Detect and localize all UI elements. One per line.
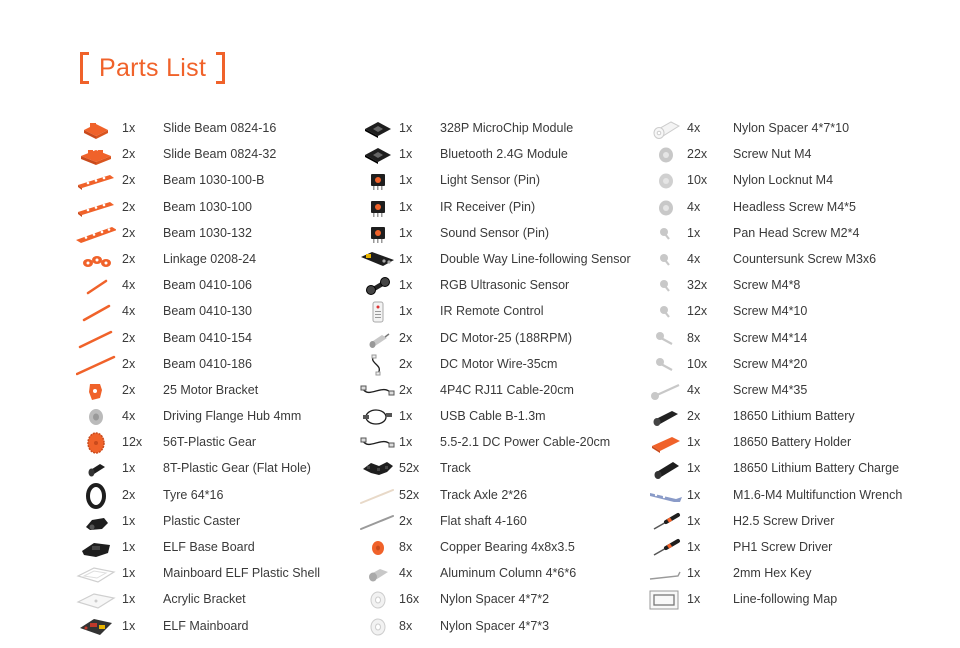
shaft-icon — [358, 509, 398, 535]
part-quantity: 1x — [399, 251, 413, 266]
spacer-icon — [358, 614, 398, 640]
part-quantity: 1x — [687, 592, 701, 607]
part-name: Beam 1030-100-B — [163, 173, 265, 188]
part-name: Track Axle 2*26 — [440, 487, 528, 502]
part-quantity: 1x — [687, 487, 701, 502]
part-name: 18650 Lithium Battery Charge — [733, 461, 900, 476]
part-quantity: 2x — [122, 173, 136, 188]
part-quantity: 16x — [399, 592, 420, 607]
part-name: 25 Motor Bracket — [163, 382, 259, 397]
part-name: 18650 Lithium Battery — [733, 409, 855, 424]
part-quantity: 4x — [122, 409, 136, 424]
linkage-icon — [76, 247, 116, 273]
part-quantity: 1x — [122, 121, 136, 135]
part-name: Screw M4*10 — [733, 304, 808, 319]
part-quantity: 1x — [399, 147, 413, 162]
spacer-icon — [646, 116, 686, 142]
part-quantity: 1x — [122, 618, 136, 633]
part-name: Nylon Locknut M4 — [733, 173, 834, 188]
part-name: Mainboard ELF Plastic Shell — [163, 566, 321, 581]
track-icon — [358, 456, 398, 482]
screw-icon — [646, 247, 686, 273]
part-quantity: 2x — [122, 382, 136, 397]
part-quantity: 4x — [687, 121, 701, 135]
part-name: Line-following Map — [733, 592, 838, 607]
hex-key-icon — [646, 561, 686, 587]
part-quantity: 32x — [687, 278, 708, 293]
mainboard-icon — [76, 614, 116, 640]
part-quantity: 22x — [687, 147, 708, 162]
part-name: IR Receiver (Pin) — [440, 199, 536, 214]
screw-icon — [646, 378, 686, 404]
sensor-icon — [358, 221, 398, 247]
spacer-icon — [358, 587, 398, 613]
part-quantity: 1x — [399, 304, 413, 319]
part-name: Countersunk Screw M3x6 — [733, 251, 877, 266]
part-name: Driving Flange Hub 4mm — [163, 409, 302, 424]
part-quantity: 8x — [399, 618, 413, 633]
flange-hub-icon — [76, 404, 116, 430]
part-name: Beam 0410-186 — [163, 356, 252, 371]
part-name: Screw M4*14 — [733, 330, 808, 345]
part-name: Screw Nut M4 — [733, 147, 812, 162]
beam-rod-icon — [76, 352, 116, 378]
part-name: 328P MicroChip Module — [440, 121, 574, 135]
part-quantity: 1x — [399, 225, 413, 240]
part-quantity: 8x — [399, 540, 413, 554]
usb-cable-icon — [358, 404, 398, 430]
part-name: 8T-Plastic Gear (Flat Hole) — [163, 461, 311, 476]
part-name: Copper Bearing 4x8x3.5 — [440, 540, 575, 554]
battery-holder-icon — [646, 430, 686, 456]
screwdriver-icon — [646, 509, 686, 535]
part-name: Headless Screw M4*5 — [733, 199, 856, 214]
part-name: Nylon Spacer 4*7*10 — [733, 121, 850, 135]
part-quantity: 2x — [122, 330, 136, 345]
part-name: PH1 Screw Driver — [733, 540, 833, 554]
part-quantity: 1x — [122, 566, 136, 581]
part-quantity: 52x — [399, 461, 420, 476]
bluetooth-module-icon — [358, 142, 398, 168]
part-quantity: 1x — [687, 435, 701, 450]
screw-icon — [646, 221, 686, 247]
motor-icon — [358, 326, 398, 352]
sensor-icon — [358, 168, 398, 194]
part-name: Light Sensor (Pin) — [440, 173, 541, 188]
part-quantity: 4x — [122, 278, 136, 293]
page-title: Parts List — [99, 53, 207, 82]
part-quantity: 2x — [122, 251, 136, 266]
part-quantity: 2x — [122, 225, 136, 240]
part-quantity: 2x — [122, 356, 136, 371]
part-quantity: 10x — [687, 356, 708, 371]
part-name: Beam 0410-106 — [163, 278, 252, 293]
left-bracket-icon — [80, 52, 89, 84]
part-name: DC Motor Wire-35cm — [440, 356, 558, 371]
part-quantity: 8x — [687, 330, 701, 345]
slide-beam-icon — [76, 142, 116, 168]
part-name: M1.6-M4 Multifunction Wrench — [733, 487, 903, 502]
beam-icon — [76, 221, 116, 247]
part-quantity: 12x — [687, 304, 708, 319]
part-quantity: 1x — [399, 121, 413, 135]
screw-icon — [646, 326, 686, 352]
cable-icon — [358, 378, 398, 404]
part-name: Tyre 64*16 — [163, 487, 224, 502]
part-quantity: 1x — [687, 513, 701, 528]
part-name: Bluetooth 2.4G Module — [440, 147, 568, 162]
part-name: Screw M4*8 — [733, 278, 801, 293]
part-name: H2.5 Screw Driver — [733, 513, 835, 528]
part-name: ELF Base Board — [163, 540, 255, 554]
remote-icon — [358, 299, 398, 325]
part-quantity: 1x — [399, 199, 413, 214]
shell-icon — [76, 561, 116, 587]
beam-rod-icon — [76, 273, 116, 299]
part-name: Slide Beam 0824-32 — [163, 147, 277, 162]
column-icon — [358, 561, 398, 587]
part-quantity: 4x — [687, 199, 701, 214]
wrench-icon — [646, 483, 686, 509]
part-quantity: 10x — [687, 173, 708, 188]
part-quantity: 2x — [122, 147, 136, 162]
part-name: IR Remote Control — [440, 304, 544, 319]
part-quantity: 1x — [122, 513, 136, 528]
power-cable-icon — [358, 430, 398, 456]
locknut-icon — [646, 168, 686, 194]
part-name: Plastic Caster — [163, 513, 241, 528]
part-quantity: 1x — [399, 278, 413, 293]
caster-icon — [76, 509, 116, 535]
right-bracket-icon — [216, 52, 225, 84]
part-name: Acrylic Bracket — [163, 592, 246, 607]
part-name: Flat shaft 4-160 — [440, 513, 527, 528]
page-title-group — [80, 50, 225, 86]
wire-icon — [358, 352, 398, 378]
part-name: RGB Ultrasonic Sensor — [440, 278, 570, 293]
part-quantity: 2x — [399, 356, 413, 371]
chip-module-icon — [358, 116, 398, 142]
screw-icon — [646, 352, 686, 378]
part-quantity: 2x — [399, 330, 413, 345]
part-name: USB Cable B-1.3m — [440, 409, 546, 424]
part-quantity: 1x — [122, 592, 136, 607]
line-sensor-icon — [358, 247, 398, 273]
slide-beam-icon — [76, 116, 116, 142]
part-name: Pan Head Screw M2*4 — [733, 225, 860, 240]
part-quantity: 1x — [687, 461, 701, 476]
part-quantity: 2x — [399, 382, 413, 397]
beam-icon — [76, 195, 116, 221]
sensor-icon — [358, 195, 398, 221]
part-quantity: 1x — [399, 173, 413, 188]
nut-icon — [646, 142, 686, 168]
screw-icon — [646, 195, 686, 221]
part-quantity: 2x — [122, 199, 136, 214]
part-quantity: 4x — [687, 382, 701, 397]
beam-rod-icon — [76, 299, 116, 325]
part-name: Linkage 0208-24 — [163, 251, 257, 266]
part-name: Nylon Spacer 4*7*3 — [440, 618, 550, 633]
part-quantity: 2x — [122, 487, 136, 502]
part-quantity: 1x — [687, 566, 701, 581]
part-quantity: 4x — [687, 251, 701, 266]
gear-icon — [76, 430, 116, 456]
beam-rod-icon — [76, 326, 116, 352]
part-name: Beam 0410-154 — [163, 330, 252, 345]
part-quantity: 4x — [399, 566, 413, 581]
base-board-icon — [76, 535, 116, 561]
part-name: Beam 1030-132 — [163, 225, 252, 240]
part-name: 18650 Battery Holder — [733, 435, 852, 450]
part-name: Screw M4*35 — [733, 382, 808, 397]
part-name: Sound Sensor (Pin) — [440, 225, 550, 240]
ultrasonic-icon — [358, 273, 398, 299]
part-quantity: 12x — [122, 435, 143, 450]
small-gear-icon — [76, 456, 116, 482]
part-quantity: 1x — [399, 435, 413, 450]
part-quantity: 4x — [122, 304, 136, 319]
acrylic-icon — [76, 587, 116, 613]
charger-icon — [646, 456, 686, 482]
screw-icon — [646, 299, 686, 325]
axle-icon — [358, 483, 398, 509]
part-name: DC Motor-25 (188RPM) — [440, 330, 572, 345]
part-name: 2mm Hex Key — [733, 566, 812, 581]
motor-bracket-icon — [76, 378, 116, 404]
screw-icon — [646, 273, 686, 299]
part-name: Aluminum Column 4*6*6 — [440, 566, 577, 581]
part-quantity: 2x — [399, 513, 413, 528]
battery-icon — [646, 404, 686, 430]
part-quantity: 1x — [399, 409, 413, 424]
bearing-icon — [358, 535, 398, 561]
part-name: Beam 0410-130 — [163, 304, 252, 319]
part-name: Nylon Spacer 4*7*2 — [440, 592, 550, 607]
part-name: ELF Mainboard — [163, 618, 249, 633]
part-name: Track — [440, 461, 471, 476]
part-quantity: 1x — [122, 461, 136, 476]
beam-icon — [76, 168, 116, 194]
part-quantity: 1x — [122, 540, 136, 554]
screwdriver-icon — [646, 535, 686, 561]
part-name: 4P4C RJ11 Cable-20cm — [440, 382, 574, 397]
tyre-icon — [76, 483, 116, 509]
part-name: 56T-Plastic Gear — [163, 435, 257, 450]
part-quantity: 2x — [687, 409, 701, 424]
part-name: Slide Beam 0824-16 — [163, 121, 277, 135]
part-quantity: 52x — [399, 487, 420, 502]
part-name: Double Way Line-following Sensor — [440, 251, 631, 266]
part-name: 5.5-2.1 DC Power Cable-20cm — [440, 435, 611, 450]
part-name: Screw M4*20 — [733, 356, 808, 371]
part-quantity: 1x — [687, 225, 701, 240]
map-icon — [646, 587, 686, 613]
part-name: Beam 1030-100 — [163, 199, 252, 214]
part-quantity: 1x — [687, 540, 701, 554]
